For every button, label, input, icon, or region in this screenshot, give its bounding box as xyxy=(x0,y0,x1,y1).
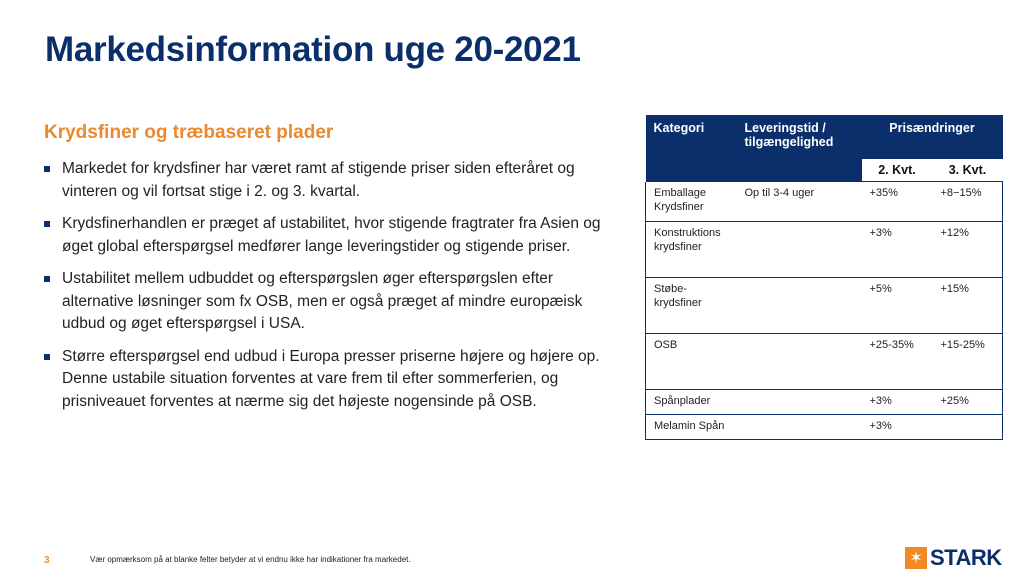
cell-kvt2: +25-35% xyxy=(862,334,933,390)
page-number: 3 xyxy=(44,555,50,566)
cell-leveringstid xyxy=(737,415,862,440)
bullet-item: Ustabilitet mellem udbuddet og efterspørgslen øger efterspørgslen efter alternative løsninger som fx OSB, men er også præget af mindre europæisk udbud og øget efterspørgsel i USA. xyxy=(44,268,619,336)
table-row xyxy=(646,415,1003,440)
section-title: Krydsfiner og træbaseret plader xyxy=(44,122,334,143)
cell-kategori: Støbe-krydsfiner xyxy=(646,278,737,334)
cell-leveringstid xyxy=(737,334,862,390)
bullet-square-icon xyxy=(44,354,50,360)
header-prisaendringer: Prisændringer xyxy=(862,115,1003,159)
header-kategori: Kategori xyxy=(646,115,737,182)
cell-kategori: Melamin Spån xyxy=(646,415,737,440)
cell-kvt3: +8−15% xyxy=(933,182,1003,222)
cell-kvt2: +3% xyxy=(862,222,933,278)
header-kvt3: 3. Kvt. xyxy=(933,159,1003,182)
table-row xyxy=(646,390,1003,415)
table-row xyxy=(646,334,1003,390)
slide-title: Markedsinformation uge 20-2021 xyxy=(45,30,581,69)
cell-leveringstid xyxy=(737,278,862,334)
cell-leveringstid xyxy=(737,390,862,415)
table-row xyxy=(646,278,1003,334)
cell-kvt3: +15-25% xyxy=(933,334,1003,390)
table-row xyxy=(646,222,1003,278)
header-kvt2: 2. Kvt. xyxy=(862,159,933,182)
cell-leveringstid: Op til 3-4 uger xyxy=(737,182,862,222)
bullet-item: Markedet for krydsfiner har været ramt af stigende priser siden efteråret og vinteren og vil fortsat stige i 2. og 3. kvartal. xyxy=(44,158,619,203)
table-row xyxy=(646,182,1003,222)
logo-wordmark: STARK xyxy=(930,545,1002,570)
stark-figure-icon: ✶ xyxy=(905,547,927,569)
bullet-square-icon xyxy=(44,166,50,172)
cell-kategori: Spånplader xyxy=(646,390,737,415)
bullet-square-icon xyxy=(44,276,50,282)
price-table xyxy=(645,115,1003,440)
cell-kvt2: +3% xyxy=(862,415,933,440)
header-leveringstid: Leveringstid / tilgængelighed xyxy=(737,115,862,182)
cell-kvt3: +25% xyxy=(933,390,1003,415)
cell-kvt3 xyxy=(933,415,1003,440)
bullet-item: Større efterspørgsel end udbud i Europa presser priserne højere og højere op. Denne ustabile situation forventes at vare frem til efter sommerferien, og prisniveauet forventes at nærme sig det højeste nogensinde på OSB. xyxy=(44,346,619,414)
cell-leveringstid xyxy=(737,222,862,278)
bullet-list xyxy=(44,158,619,423)
cell-kvt2: +35% xyxy=(862,182,933,222)
cell-kvt2: +5% xyxy=(862,278,933,334)
cell-kvt3: +12% xyxy=(933,222,1003,278)
cell-kvt3: +15% xyxy=(933,278,1003,334)
stark-logo xyxy=(905,545,1002,571)
cell-kvt2: +3% xyxy=(862,390,933,415)
cell-kategori: Emballage Krydsfiner xyxy=(646,182,737,222)
bullet-square-icon xyxy=(44,221,50,227)
footer-note: Vær opmærksom på at blanke felter betyder at vi endnu ikke har indikationer fra markedet. xyxy=(90,555,411,564)
bullet-item: Krydsfinerhandlen er præget af ustabilitet, hvor stigende fragtrater fra Asien og øget global efterspørgsel medfører lange leveringstider og stigende priser. xyxy=(44,213,619,258)
cell-kategori: OSB xyxy=(646,334,737,390)
cell-kategori: Konstruktions krydsfiner xyxy=(646,222,737,278)
